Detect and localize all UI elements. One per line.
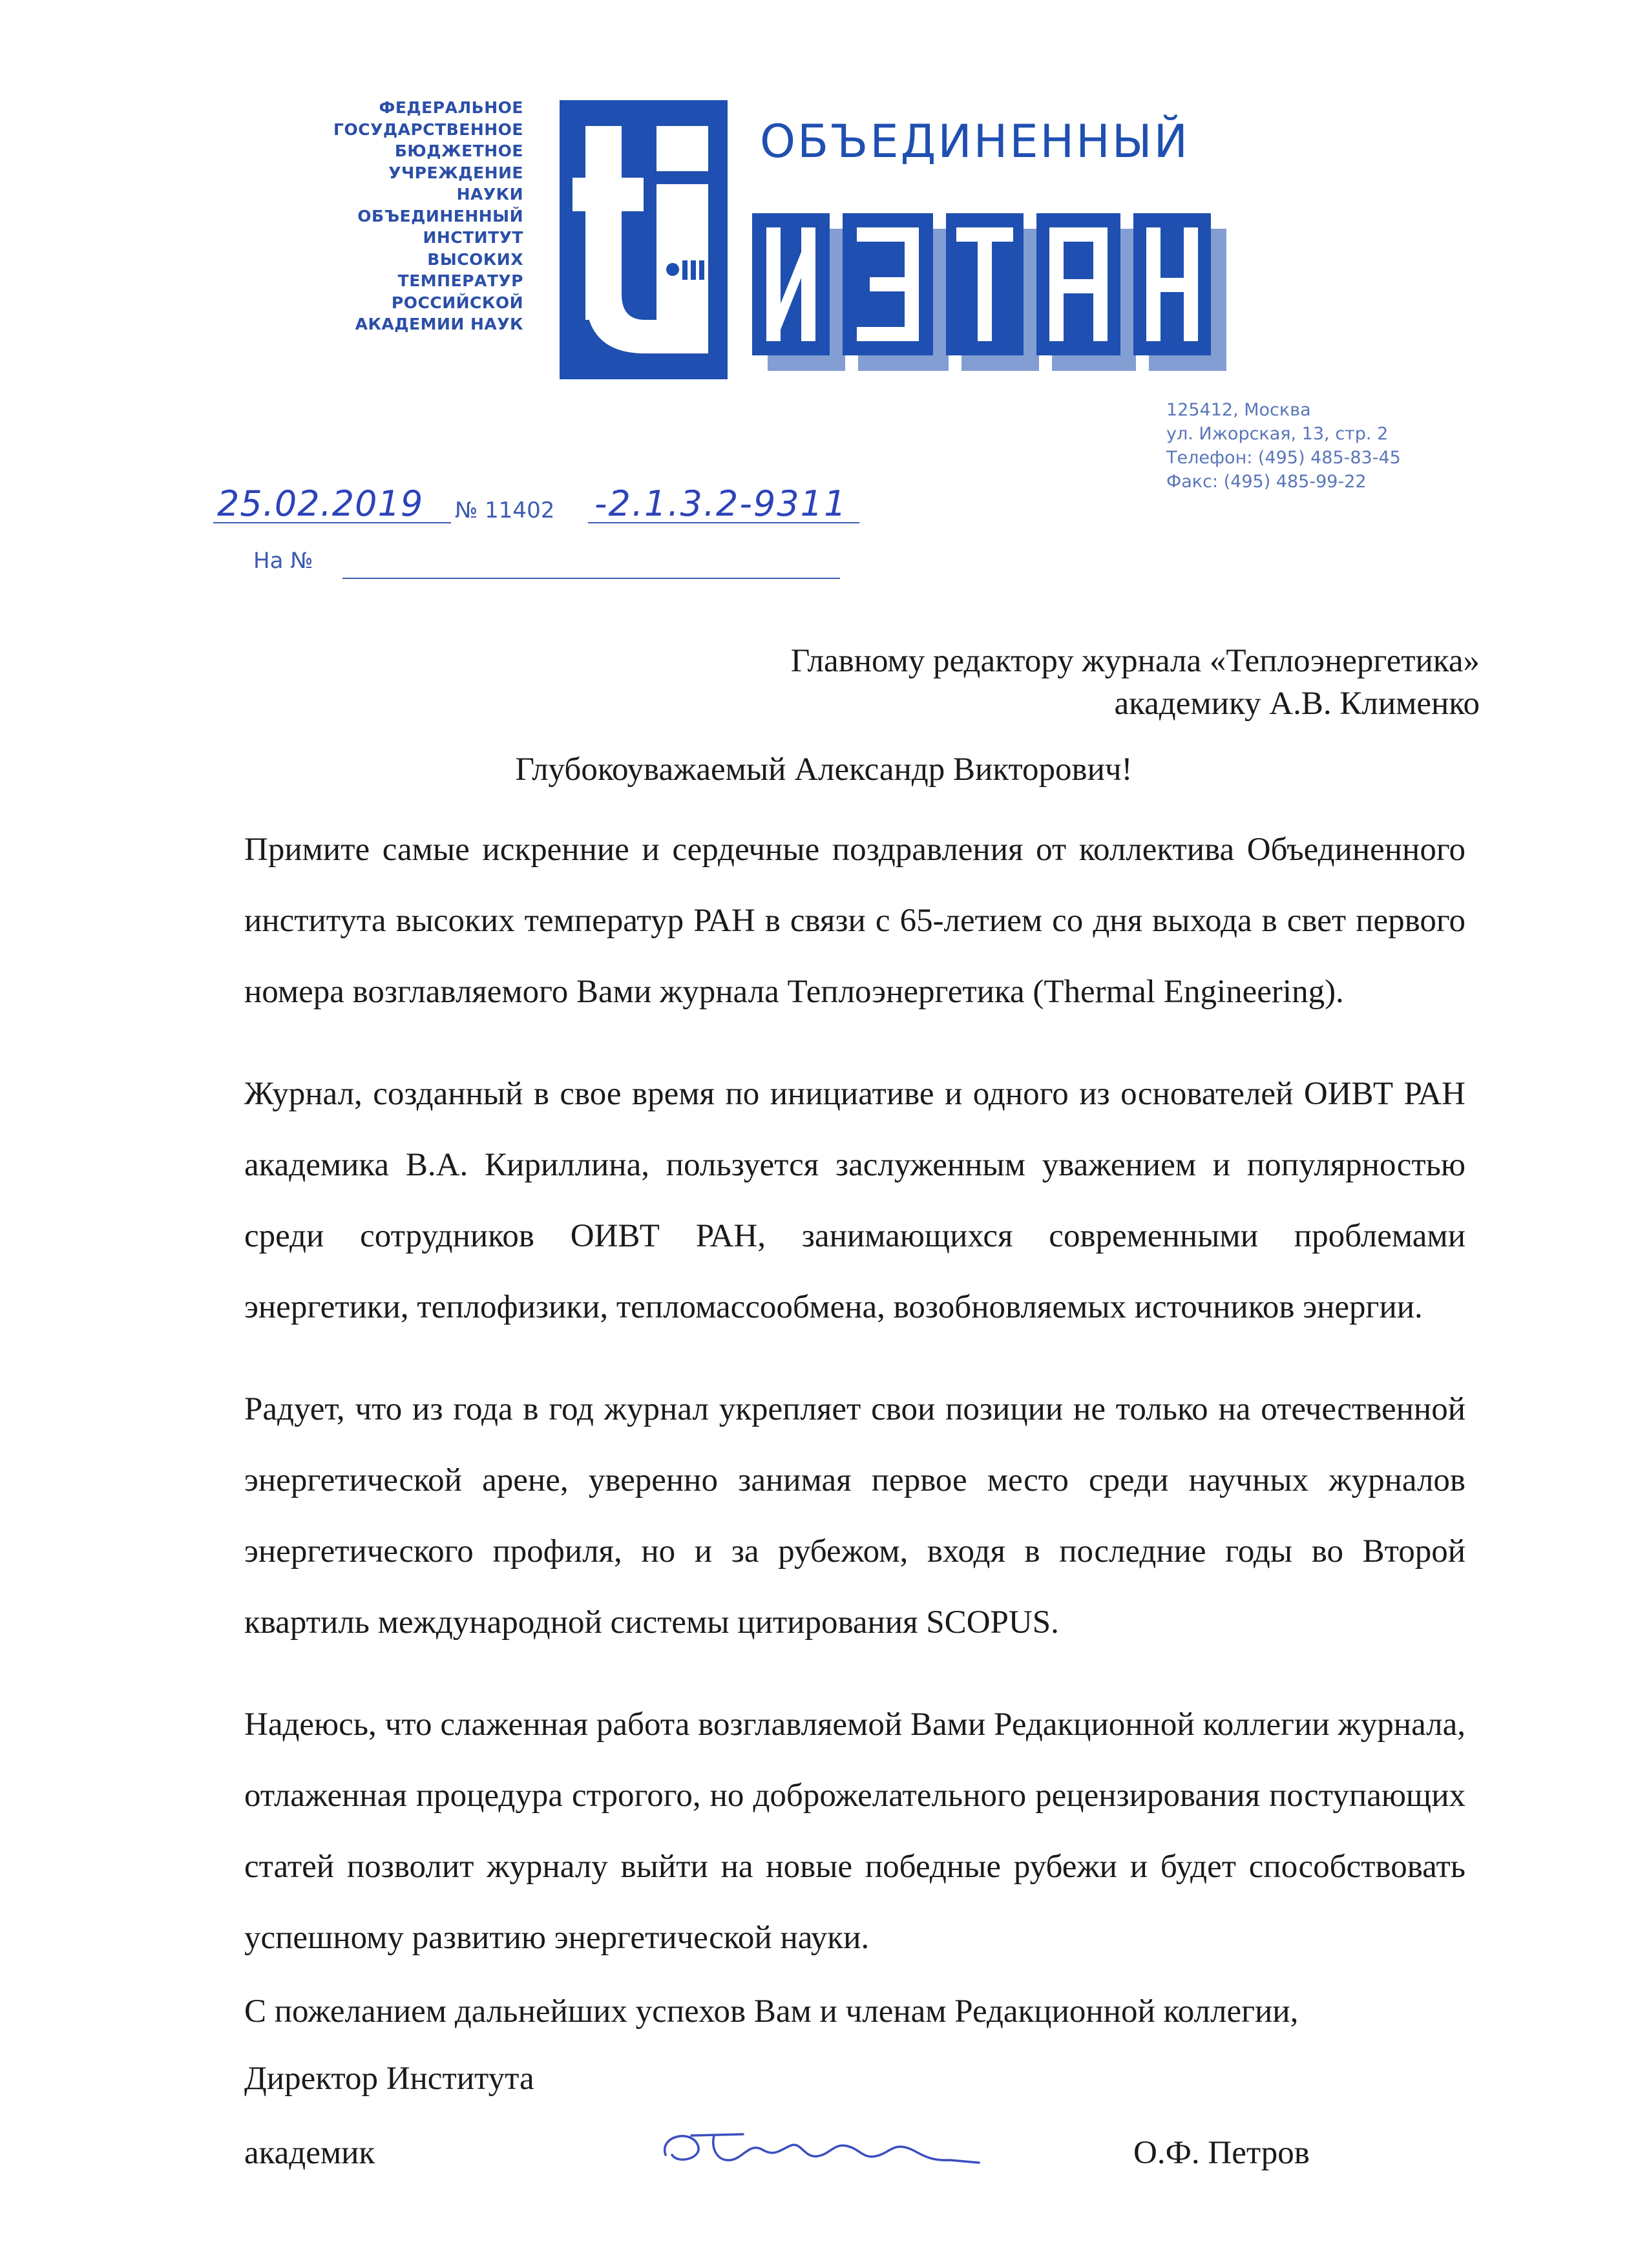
org-line: НАУКИ	[456, 185, 523, 204]
org-line: БЮДЖЕТНОЕ	[394, 142, 523, 160]
paragraph: Примите самые искренние и сердечные поздравления от коллектива Объединенного института высоких температур РАН в связи с 65-летием со дня выхода в свет первого номера возглавляемого Вами журнала Теплоэнергетика (Thermal Engineering).	[244, 832, 1465, 1010]
org-line: АКАДЕМИИ НАУК	[355, 315, 523, 333]
letter-body	[244, 814, 1465, 1973]
paragraph: Надеюсь, что слаженная работа возглавляемой Вами Редакционной коллегии журнала, отлаженная процедура строгого, но доброжелательного рецензирования поступающих статей позволит журналу выйти на новые победные рубежи и будет способствовать успешному развитию энергетической науки.	[244, 1706, 1465, 1956]
org-line: ТЕМПЕРАТУР	[397, 271, 523, 290]
brand-wordmark	[752, 194, 1230, 375]
org-line: УЧРЕЖДЕНИЕ	[388, 163, 523, 182]
address-street: ул. Ижорская, 13, стр. 2	[1166, 424, 1389, 444]
signatory-name: О.Ф. Петров	[1133, 2135, 1310, 2171]
paragraph: Журнал, созданный в свое время по инициативе и одного из основателей ОИВТ РАН академика В.А. Кириллина, пользуется заслуженным уважением и популярностью среди сотрудников ОИВТ РАН, занимающихся современными проблемами энергетики, теплофизики, тепломассообмена, возобновляемых источников энергии.	[244, 1076, 1465, 1325]
paragraph: Радует, что из года в год журнал укрепляет свои позиции не только на отечественной энергетической арене, уверенно занимая первое место среди научных журналов энергетического профиля, но и за рубежом, входя в последние годы во Второй квартиль международной системы цитирования SCOPUS.	[244, 1391, 1465, 1641]
org-line: ВЫСОКИХ	[427, 249, 523, 269]
org-line: ИНСТИТУТ	[423, 228, 523, 247]
outgoing-number-label: № 11402	[455, 498, 555, 523]
date-underline	[213, 522, 451, 523]
handwritten-signature	[653, 2110, 989, 2181]
closing-line: С пожеланием дальнейших успехов Вам и членам Редакционной коллегии,	[244, 1993, 1299, 2030]
handwritten-number: -2.1.3.2-9311	[594, 483, 848, 524]
reference-underline	[342, 578, 840, 579]
addressee-line: Главному редактору журнала «Теплоэнергетика»	[790, 643, 1480, 679]
org-line: РОССИЙСКОЙ	[391, 293, 523, 312]
addressee-line: академику А.В. Клименко	[1114, 686, 1480, 722]
institute-address	[1166, 398, 1401, 494]
signatory-rank: академик	[244, 2135, 375, 2171]
address-phone: Телефон: (495) 485-83-45	[1166, 448, 1401, 468]
salutation: Глубокоуважаемый Александр Викторович!	[515, 751, 1133, 788]
handwritten-date: 25.02.2019	[217, 483, 424, 524]
org-line: ГОСУДАРСТВЕННОЕ	[333, 120, 523, 139]
organization-name	[271, 97, 523, 335]
org-line: ФЕДЕРАЛЬНОЕ	[379, 98, 523, 117]
signatory-title: Директор Института	[244, 2061, 534, 2097]
address-fax: Факс: (495) 485-99-22	[1166, 472, 1367, 492]
brand-subtitle: ОБЪЕДИНЕННЫЙ	[760, 115, 1190, 168]
addressee-block	[646, 640, 1480, 725]
address-postal: 125412, Москва	[1166, 400, 1311, 420]
org-line: ОБЪЕДИНЕННЫЙ	[357, 206, 523, 226]
reference-label: На №	[253, 548, 313, 574]
institute-logo-icon	[560, 100, 728, 379]
